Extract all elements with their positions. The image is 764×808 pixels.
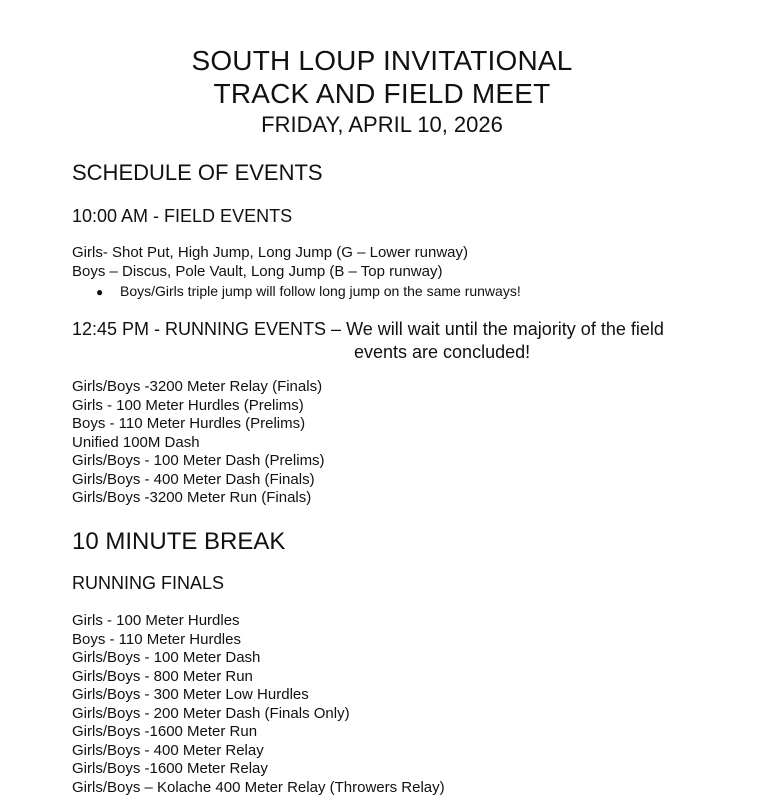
list-item: Girls - 100 Meter Hurdles [72, 612, 240, 629]
list-item: Boys - 110 Meter Hurdles [72, 630, 241, 648]
meet-date: FRIDAY, APRIL 10, 2026 [261, 112, 503, 137]
running-finals-heading: RUNNING FINALS [72, 573, 225, 593]
title-block [0, 44, 764, 139]
field-events-note-text: Boys/Girls triple jump will follow long jump on the same runways! [120, 283, 521, 299]
break-heading: 10 MINUTE BREAK [72, 528, 286, 555]
meet-title-line-1: SOUTH LOUP INVITATIONAL [191, 45, 573, 76]
list-item: Girls - 100 Meter Hurdles (Prelims) [72, 396, 304, 414]
list-item: Girls/Boys -3200 Meter Run (Finals) [72, 489, 312, 506]
field-events-boys: Boys – Discus, Pole Vault, Long Jump (B – Top runway) [72, 263, 443, 280]
list-item: Girls/Boys - 400 Meter Relay [72, 741, 264, 759]
field-events-heading: 10:00 AM - FIELD EVENTS [72, 206, 293, 226]
running-events-heading-line-1: 12:45 PM - RUNNING EVENTS – We will wait until the majority of the field [72, 319, 664, 339]
list-item: Girls/Boys -3200 Meter Relay (Finals) [72, 378, 323, 395]
list-item: Girls/Boys - 400 Meter Dash (Finals) [72, 470, 315, 488]
list-item: Girls/Boys - 100 Meter Dash (Prelims) [72, 452, 325, 469]
meet-title-line-2: TRACK AND FIELD MEET [213, 78, 551, 109]
list-item: Girls/Boys -1600 Meter Run [72, 723, 258, 740]
list-item: Girls/Boys -1600 Meter Relay [72, 760, 268, 777]
list-item: Boys - 110 Meter Hurdles (Prelims) [72, 415, 306, 432]
running-events-heading-line-2: events are concluded! [354, 342, 531, 362]
list-item: Girls/Boys - 300 Meter Low Hurdles [72, 686, 309, 703]
list-item: Girls/Boys - 800 Meter Run [72, 667, 253, 685]
list-item: Girls/Boys - 200 Meter Dash (Finals Only) [72, 704, 350, 722]
bullet-icon: ● [96, 285, 104, 299]
list-item: Girls/Boys - 100 Meter Dash [72, 649, 261, 666]
field-events-girls: Girls- Shot Put, High Jump, Long Jump (G – Lower runway) [72, 244, 468, 261]
running-events-heading [72, 318, 712, 364]
schedule-heading: SCHEDULE OF EVENTS [72, 160, 323, 185]
running-events-list [72, 378, 325, 508]
running-finals-list [72, 612, 445, 797]
list-item: Girls/Boys – Kolache 400 Meter Relay (Throwers Relay) [72, 778, 445, 796]
field-events-note [96, 282, 521, 301]
list-item: Unified 100M Dash [72, 433, 200, 451]
